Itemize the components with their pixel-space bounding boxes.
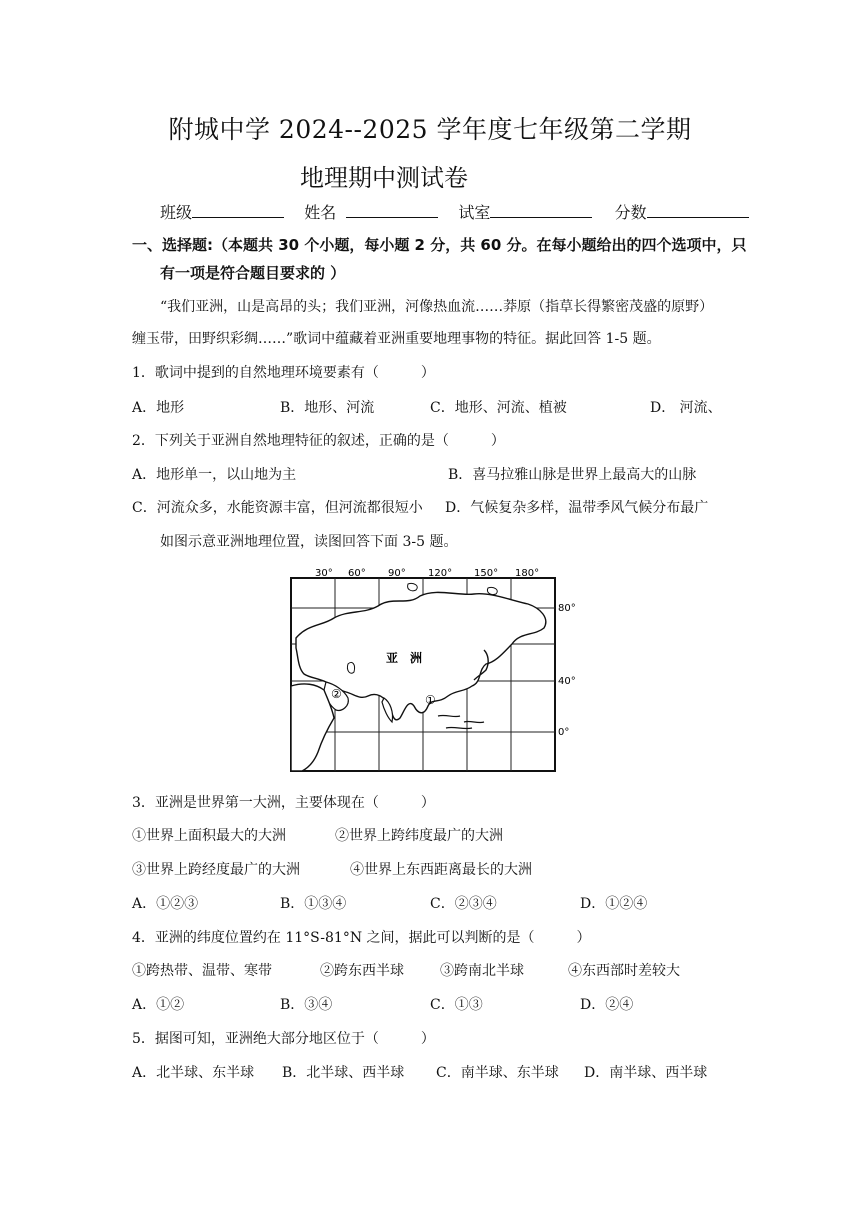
q4-option-a[interactable]: A．①② <box>132 997 185 1013</box>
q5-stem: 5．据图可知，亚洲绝大部分地区位于（ ） <box>132 1031 435 1047</box>
q4-statement-4: ④东西部时差较大 <box>568 963 680 979</box>
q3-option-a[interactable]: A．①②③ <box>132 896 199 912</box>
q3-option-d[interactable]: D．①②④ <box>580 896 648 912</box>
q5-option-b[interactable]: B．北半球、西半球 <box>282 1065 405 1081</box>
intro-line1: “我们亚洲，山是高昂的头；我们亚洲，河像热血流……莽原（指草长得繁密茂盛的原野） <box>160 299 714 315</box>
room-blank[interactable] <box>490 201 592 218</box>
room-label: 试室 <box>458 203 491 222</box>
q2-option-b[interactable]: B．喜马拉雅山脉是世界上最高大的山脉 <box>448 467 697 483</box>
map-right-label: 0° <box>558 727 570 738</box>
q2-option-c[interactable]: C．河流众多，水能资源丰富，但河流都很短小 <box>132 500 423 516</box>
q1-option-c[interactable]: C．地形、河流、植被 <box>430 400 567 416</box>
map-right-label: 80° <box>558 603 576 614</box>
intro-line2: 缠玉带，田野织彩绸……”歌词中蕴藏着亚洲重要地理事物的特征。据此回答 1-5 题。 <box>132 331 661 347</box>
q5-option-c[interactable]: C．南半球、东半球 <box>436 1065 559 1081</box>
score-blank[interactable] <box>647 201 749 218</box>
q1-option-a[interactable]: A．地形 <box>132 400 185 416</box>
q4-option-d[interactable]: D．②④ <box>580 997 634 1013</box>
q2-option-d[interactable]: D．气候复杂多样，温带季风气候分布最广 <box>445 500 709 516</box>
q4-stem: 4．亚洲的纬度位置约在 11°S-81°N 之间，据此可以判断的是（ ） <box>132 930 591 946</box>
class-blank[interactable] <box>192 201 284 218</box>
q1-stem: 1．歌词中提到的自然地理环境要素有（ ） <box>132 365 435 381</box>
q2-stem: 2．下列关于亚洲自然地理特征的叙述，正确的是（ ） <box>132 433 505 449</box>
q5-option-d[interactable]: D．南半球、西半球 <box>584 1065 708 1081</box>
q4-option-b[interactable]: B．③④ <box>280 997 333 1013</box>
student-info-row <box>160 200 749 223</box>
map-top-label: 120° <box>428 568 453 579</box>
class-label: 班级 <box>160 203 193 222</box>
map-top-label: 60° <box>348 568 366 579</box>
map-intro: 如图示意亚洲地理位置，读图回答下面 3-5 题。 <box>160 534 458 550</box>
q2-option-a[interactable]: A．地形单一，以山地为主 <box>132 467 297 483</box>
q5-option-a[interactable]: A．北半球、东半球 <box>132 1065 255 1081</box>
section1-heading-line1: 一、选择题:（本题共 30 个小题，每小题 2 分，共 60 分。在每小题给出的四个选项中，只 <box>132 236 747 254</box>
q1-option-b[interactable]: B．地形、河流 <box>280 400 375 416</box>
name-label: 姓名 <box>304 203 337 222</box>
q3-statement-2: ②世界上跨纬度最广的大洲 <box>335 828 503 844</box>
score-label: 分数 <box>614 203 647 222</box>
q3-stem: 3．亚洲是世界第一大洲，主要体现在（ ） <box>132 795 435 811</box>
map-top-label: 90° <box>388 568 406 579</box>
name-blank[interactable] <box>346 201 438 218</box>
q3-option-c[interactable]: C．②③④ <box>430 896 497 912</box>
q3-statement-3: ③世界上跨经度最广的大洲 <box>132 862 300 878</box>
q4-option-c[interactable]: C．①③ <box>430 997 483 1013</box>
section1-heading-line2: 有一项是符合题目要求的 ） <box>160 264 346 282</box>
map-top-label: 30° <box>315 568 333 579</box>
exam-title-line2: 地理期中测试卷 <box>300 164 468 192</box>
map-top-label: 180° <box>515 568 540 579</box>
map-continent-label: 亚 洲 <box>386 651 423 665</box>
q4-statement-2: ②跨东西半球 <box>320 963 404 979</box>
q3-option-b[interactable]: B．①③④ <box>280 896 347 912</box>
map-marker-2: ② <box>331 687 342 701</box>
q4-statement-3: ③跨南北半球 <box>440 963 524 979</box>
q4-statement-1: ①跨热带、温带、寒带 <box>132 963 272 979</box>
exam-title-line1: 附城中学 2024--2025 学年度七年级第二学期 <box>168 115 692 144</box>
map-marker-1: ① <box>425 693 436 707</box>
q1-option-d[interactable]: D． 河流、 <box>650 400 722 416</box>
q3-statement-4: ④世界上东西距离最长的大洲 <box>350 862 532 878</box>
asia-location-map <box>288 566 584 776</box>
map-top-label: 150° <box>474 568 499 579</box>
q3-statement-1: ①世界上面积最大的大洲 <box>132 828 286 844</box>
map-right-label: 40° <box>558 676 576 687</box>
